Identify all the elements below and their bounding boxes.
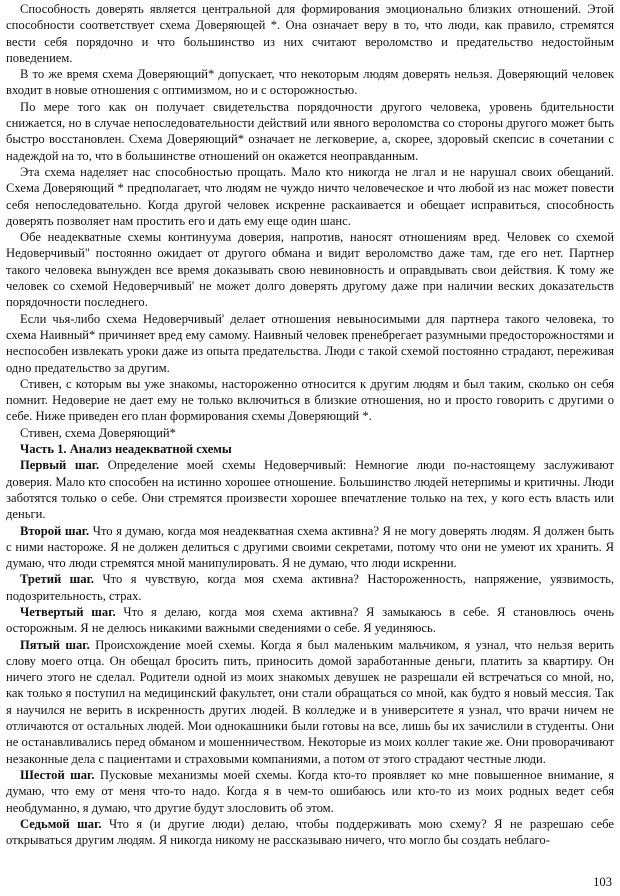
step-lead: Третий шаг. xyxy=(20,572,95,587)
part-heading: Часть 1. Анализ неадекватной схемы xyxy=(20,442,232,457)
step-paragraph xyxy=(6,637,614,767)
step-text: Что я (и другие люди) делаю, чтобы поддерживать мою схему? Я не разрешаю себе открываться другим людям. Я никогда никому не рассказываю ничего, что могло бы создать неблаго- xyxy=(6,816,614,848)
paragraph: Эта схема наделяет нас способностью прощать. Мало кто никогда не лгал и не нарушал своих обещаний. Схема Доверяющий * предполагает, что людям не чуждо ничто человеческое и что любой из нас может повести себя непоследовательно. Когда другой человек искренне раскаивается и обещает исправиться, способность доверять позволяет нам простить его и дать ему еще один шанс. xyxy=(6,164,614,228)
paragraph: Стивен, схема Доверяющий* xyxy=(20,425,176,440)
step-paragraph xyxy=(6,767,614,816)
step-text: Что я думаю, когда моя неадекватная схема активна? Я не могу доверять людям. Я должен быть с ними настороже. Я не должен делиться с другими своими секретами, потому что они не умеют их хранить. Я думаю, что люди стремятся мной манипулировать. Я не думаю, что люди искренни. xyxy=(6,523,614,571)
step-lead: Четвертый шаг. xyxy=(20,604,116,619)
paragraph: Стивен, с которым вы уже знакомы, настороженно относится к другим людям и был таким, сколько он себя помнит. Недоверие не дает ему не только включиться в близкие отношения, но и просто говорить с другими о себе. Ниже приведен его план формирования схемы Доверяющий *. xyxy=(6,376,614,424)
step-paragraph xyxy=(6,571,614,604)
step-text: Что я чувствую, когда моя схема активна? Настороженность, напряжение, уязвимость, подозрительность, страх. xyxy=(6,572,614,603)
paragraph: Обе неадекватные схемы континуума доверия, напротив, наносят отношениям вред. Человек со схемой Недоверчивый" постоянно ожидает от другого обмана и видит вероломство даже там, где его нет. Партнер такого человека вынужден все время доказывать свою невиновность и оправдывать свои действия. К тому же человек со схемой Недоверчивый' не может долго доверять другому даже при наличии веских доказательств порядочности последнего. xyxy=(6,230,614,310)
step-text: Происхождение моей схемы. Когда я был маленьким мальчиком, я узнал, что нельзя верить слову моего отца. Он обещал бросить пить, приносить домой заработанные деньги, платить за квартиру. Он ничего этого не сделал. Родители одной из моих знакомых девушек не разрешали ей встречаться со мной, но, как только я поступил на медицинский факультет, они стали обращаться со мной, как будто я новый мессия. Так я научился не верить в искренность других людей. В колледже и в университете я узнал, что врачи ничем не отличаются от остальных людей. Мои однокашники были готовы на все, лишь бы их зачислили в студенты. Они не останавливались перед обманом и мошенничеством. Некоторые из моих коллег такие же. Они проворачивают незаконные дела с пациентами и страховыми компаниями, а потом от этого страдают честные люди. xyxy=(6,637,614,766)
step-text: Что я делаю, когда моя схема активна? Я замыкаюсь в себе. Я становлюсь очень осторожным. Я не делюсь никакими важными сведениями о себе. Я уединяюсь. xyxy=(6,604,615,636)
paragraph: Если чья-либо схема Недоверчивый' делает отношения невыносимыми для партнера такого человека, то схема Наивный* причиняет вред ему самому. Наивный человек пренебрегает разумными предосторожностями и неспособен извлекать уроки даже из опыта предательства. Люди с такой схемой постоянно страдают, переживая одно предательство за другим. xyxy=(6,311,614,375)
step-paragraph xyxy=(6,604,614,637)
step-text: Пусковые механизмы моей схемы. Когда кто-то проявляет ко мне повышенное внимание, я думаю, что ему от меня что-то надо. Когда я в чем-то ошибаюсь или кто-то из моих родных ведет себя необдуманно, я думаю, что другие будут злословить об этом. xyxy=(6,767,614,815)
step-paragraph xyxy=(6,523,614,572)
step-lead: Пятый шаг. xyxy=(20,637,90,652)
step-lead: Седьмой шаг. xyxy=(20,816,102,831)
paragraph: В то же время схема Доверяющий* допускает, что некоторым людям доверять нельзя. Доверяющий человек входит в новые отношения с оптимизмом, но и с осторожностью. xyxy=(6,67,614,98)
step-lead: Первый шаг. xyxy=(20,458,100,473)
paragraph: Способность доверять является центральной для формирования эмоционально близких отношений. Этой способности соответствует схема Доверяющей *. Она означает веру в то, что люди, как правило, стремятся вести себя порядочно и что большинство из них считают вероломство и предательство недостойным поведением. xyxy=(6,2,614,65)
step-lead: Шестой шаг. xyxy=(20,767,95,782)
step-paragraph xyxy=(6,816,614,849)
paragraph: По мере того как он получает свидетельства порядочности другого человека, уровень бдительности снижается, но в случае непоследовательности действий или явного вероломства со стороны другого может быть быстро восстановлен. Схема Доверяющий* означает не легковерие, а, скорее, здоровый скепсис в сочетании с надеждой на то, что в большинстве отношений он окажется неоправданным. xyxy=(6,99,614,163)
step-text: Определение моей схемы Недоверчивый: Немногие люди по-настоящему заслуживают доверия. Мало кто способен на истинно хорошее отношение. Большинство людей нетерпимы и критичны. Люди заботятся только о себе. Они стремятся произвести хорошее впечатление только на тех, у кого есть власть или деньги. xyxy=(6,458,614,522)
page-number: 103 xyxy=(593,875,612,889)
step-paragraph xyxy=(6,457,614,522)
step-lead: Второй шаг. xyxy=(20,523,90,538)
